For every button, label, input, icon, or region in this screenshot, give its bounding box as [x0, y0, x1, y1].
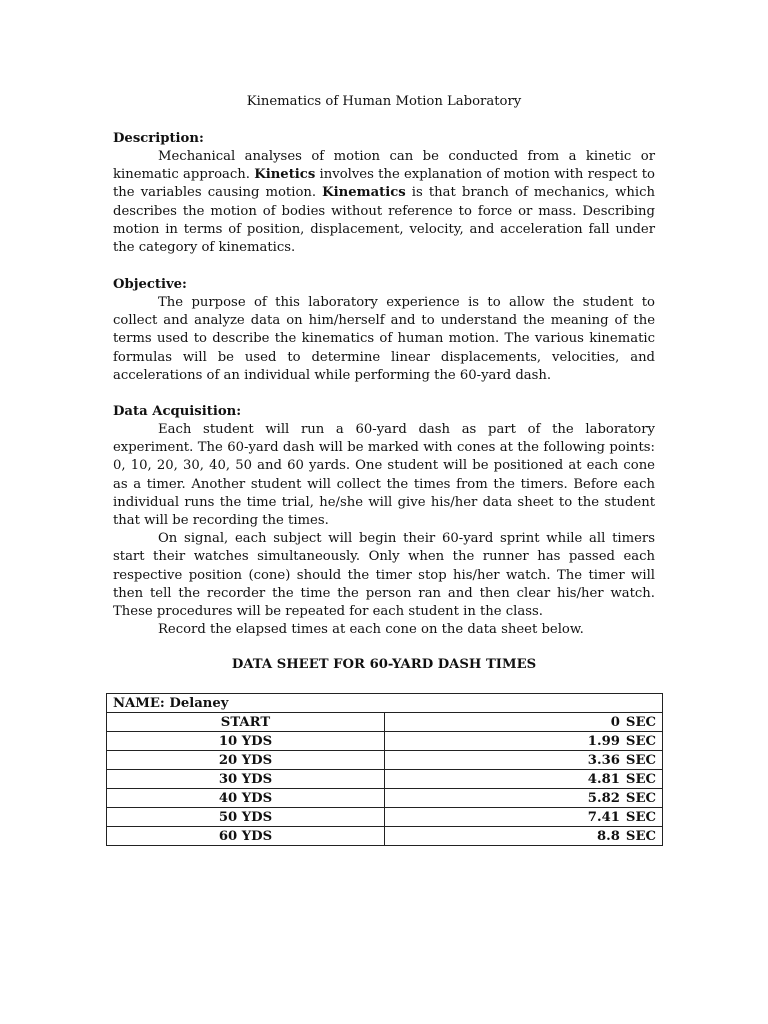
term-kinematics: Kinematics	[322, 185, 406, 201]
data-acquisition-heading: Data Acquisition:	[113, 404, 242, 419]
time-cell	[385, 827, 663, 846]
time-cell	[385, 751, 663, 770]
time-unit: SEC	[625, 809, 656, 825]
time-cell	[385, 732, 663, 751]
position-cell: 40 YDS	[107, 789, 385, 808]
time-unit: SEC	[625, 771, 656, 787]
table-row	[107, 713, 663, 732]
time-value: 3.36	[587, 752, 620, 768]
position-cell: START	[107, 713, 385, 732]
time-value: 5.82	[587, 790, 620, 806]
name-cell: NAME: Delaney	[107, 694, 663, 713]
description-paragraph	[113, 148, 655, 257]
time-cell	[385, 808, 663, 827]
position-cell: 50 YDS	[107, 808, 385, 827]
description-text-1: Mechanical analyses of motion can be conducted from a kinetic or kinematic approach.	[113, 149, 655, 183]
data-acquisition-section	[113, 403, 655, 639]
time-cell	[385, 713, 663, 732]
description-section	[113, 130, 655, 257]
table-row	[107, 789, 663, 808]
time-value: 1.99	[587, 733, 620, 749]
position-cell: 60 YDS	[107, 827, 385, 846]
data-acquisition-paragraph-2: On signal, each subject will begin their 60-yard sprint while all timers start their watches simultaneously. Only when the runner has passed each respective position (cone) should the timer stop his/her watch. The timer will then tell the recorder the time the person ran and then clear his/her watch. These procedures will be repeated for each student in the class.	[113, 531, 655, 620]
name-row	[107, 694, 663, 713]
table-row	[107, 732, 663, 751]
description-heading: Description:	[113, 131, 204, 146]
description-text-2: involves the explanation of motion with respect to the variables causing motion.	[113, 167, 655, 201]
data-acquisition-paragraph-1: Each student will run a 60-yard dash as part of the laboratory experiment. The 60-yard dash will be marked with cones at the following points: 0, 10, 20, 30, 40, 50 and 60 yards. One student will be positioned at each cone as a timer. Another student will collect the times from the timers. Before each individual runs the time trial, he/she will give his/her data sheet to the student that will be recording the times.	[113, 422, 655, 529]
position-cell: 10 YDS	[107, 732, 385, 751]
time-value: 8.8	[596, 828, 620, 844]
time-unit: SEC	[625, 752, 656, 768]
table-row	[107, 751, 663, 770]
objective-paragraph: The purpose of this laboratory experience is to allow the student to collect and analyze data on him/herself and to understand the meaning of the terms used to describe the kinematics of human motion. The various kinematic formulas will be used to determine linear displacements, velocities, and accelerations of an individual while performing the 60-yard dash.	[113, 295, 655, 383]
time-unit: SEC	[625, 790, 656, 806]
table-row	[107, 827, 663, 846]
data-sheet-title: DATA SHEET FOR 60-YARD DASH TIMES	[231, 657, 537, 672]
time-cell	[385, 770, 663, 789]
time-value: 4.81	[587, 771, 620, 787]
description-text-3: is that branch of mechanics, which describes the motion of bodies without reference to force or mass. Describing motion in terms of position, displacement, velocity, and acceleration fall under the category of kinematics.	[113, 185, 655, 256]
position-cell: 20 YDS	[107, 751, 385, 770]
time-value: 0	[610, 714, 620, 730]
time-unit: SEC	[625, 714, 656, 730]
time-unit: SEC	[625, 828, 656, 844]
time-unit: SEC	[625, 733, 656, 749]
document-title: Kinematics of Human Motion Laboratory	[246, 94, 522, 109]
table-row	[107, 808, 663, 827]
table-row	[107, 770, 663, 789]
data-sheet-table	[106, 693, 663, 846]
objective-heading: Objective:	[113, 277, 187, 292]
objective-section	[113, 276, 655, 385]
time-cell	[385, 789, 663, 808]
data-acquisition-paragraph-3: Record the elapsed times at each cone on the data sheet below.	[158, 622, 584, 638]
time-value: 7.41	[587, 809, 620, 825]
position-cell: 30 YDS	[107, 770, 385, 789]
term-kinetics: Kinetics	[254, 167, 316, 183]
